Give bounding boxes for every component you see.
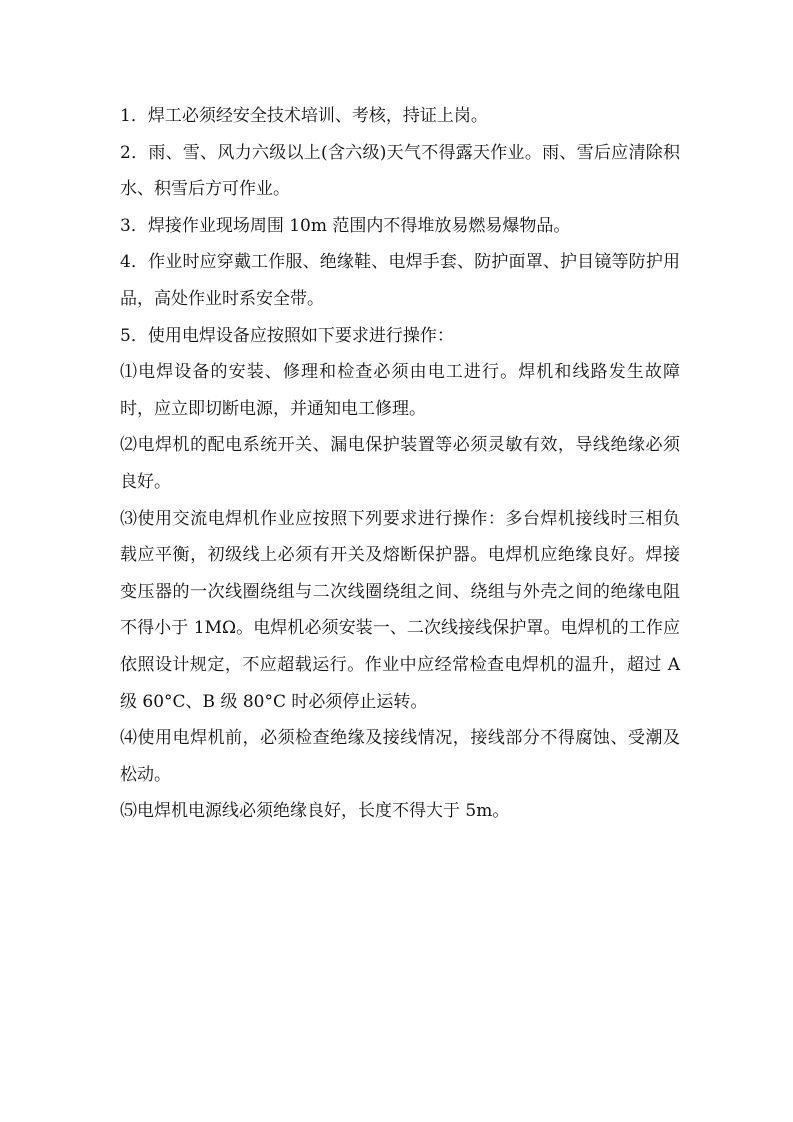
paragraph-5-3: ⑶使用交流电焊机作业应按照下列要求进行操作：多台焊机接线时三相负载应平衡，初级线上必须有开关及熔断保护器。电焊机应绝缘良好。焊接变压器的一次线圈绕组与二次线圈绕组之间、绕组与外壳之间的绝缘电阻不得小于 1MΩ。电焊机必须安装一、二次线接线保护罩。电焊机的工作应依照设计规定，不应超载运行。作业中应经常检查电焊机的温升，超过 A 级 60°C、B 级 80°C 时必须停止运转。 [120,508,680,712]
paragraph-1: 1．焊工必须经安全技术培训、考核，持证上岗。 [120,106,488,126]
paragraph-4: 4．作业时应穿戴工作服、绝缘鞋、电焊手套、防护面罩、护目镜等防护用品，高处作业时系安全带。 [120,252,680,309]
paragraph-2: 2．雨、雪、风力六级以上(含六级)天气不得露天作业。雨、雪后应清除积水、积雪后方可作业。 [120,142,680,200]
paragraph-5-5: ⑸电焊机电源线必须绝缘良好，长度不得大于 5m。 [120,801,510,822]
document-body [120,98,680,830]
paragraph-3: 3．焊接作业现场周围 10m 范围内不得堆放易燃易爆物品。 [120,215,571,236]
paragraph-5-1: ⑴电焊设备的安装、修理和检查必须由电工进行。焊机和线路发生故障时，应立即切断电源，并通知电工修理。 [120,362,680,419]
paragraph-5-4: ⑷使用电焊机前，必须检查绝缘及接线情况，接线部分不得腐蚀、受潮及松动。 [120,728,680,785]
paragraph-5: 5．使用电焊设备应按照如下要求进行操作： [120,325,454,346]
paragraph-5-2: ⑵电焊机的配电系统开关、漏电保护装置等必须灵敏有效，导线绝缘必须良好。 [120,435,680,492]
